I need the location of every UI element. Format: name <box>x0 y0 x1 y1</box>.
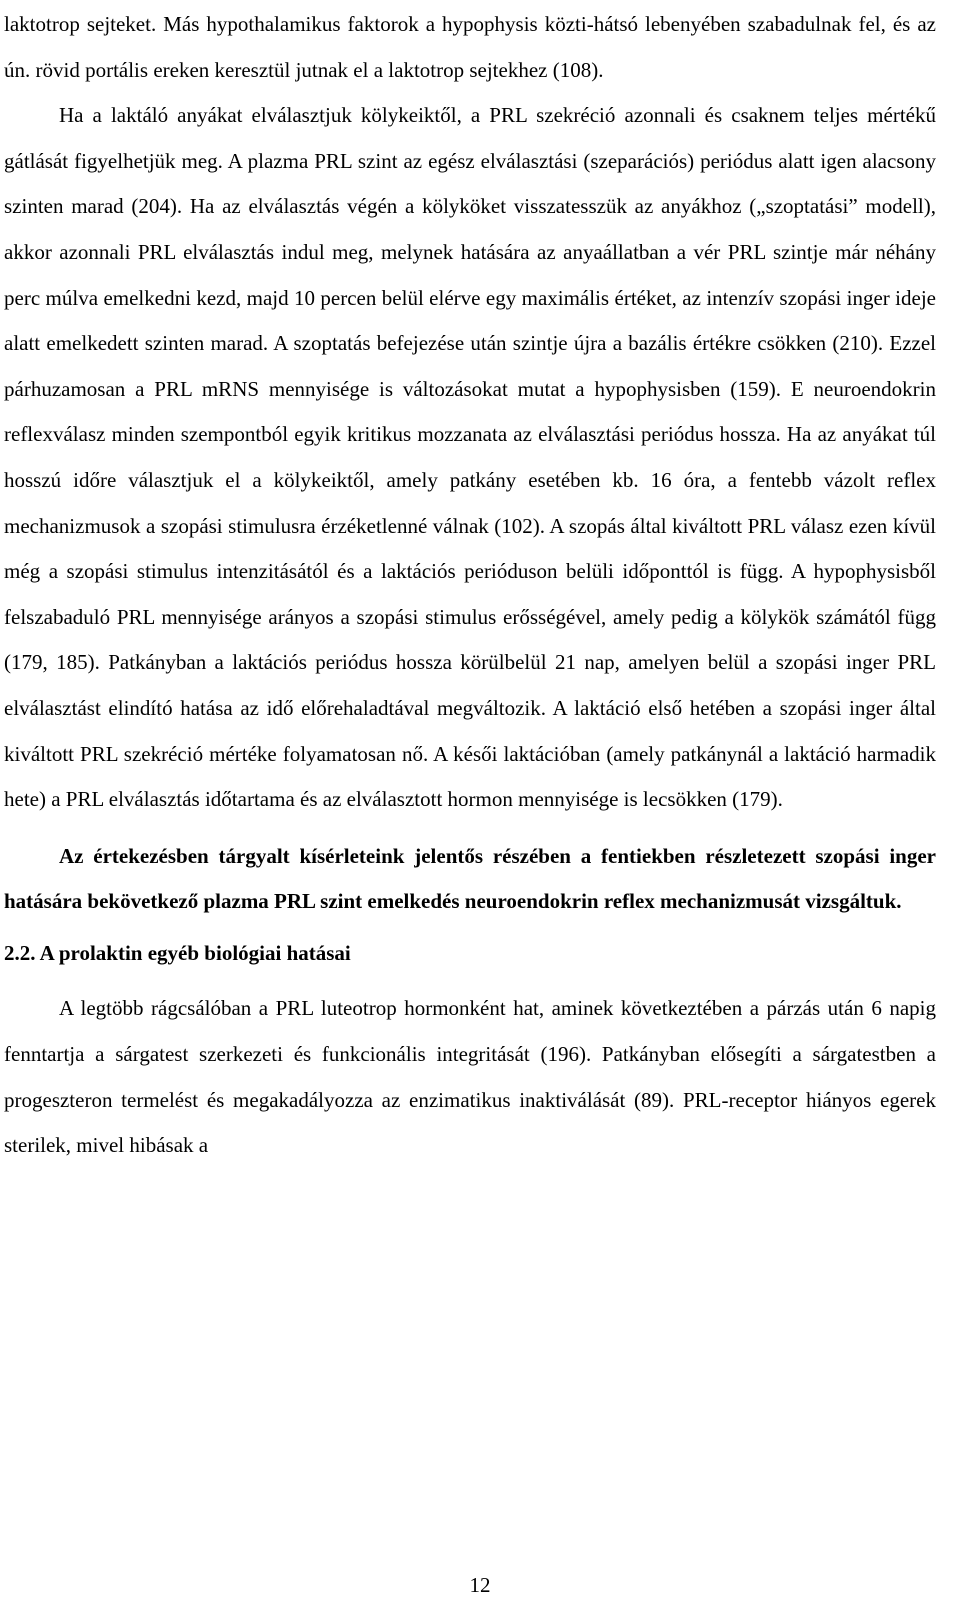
paragraph-prl-secretion: Ha a laktáló anyákat elválasztjuk kölykeiktől, a PRL szekréció azonnali és csaknem teljes mértékű gátlását figyelhetjük meg. A plazma PRL szint az egész elválasztási (szeparációs) periódus alatt igen alacsony szinten marad (204). Ha az elválasztás végén a kölyköket visszatesszük az anyákhoz („szoptatási” modell), akkor azonnali PRL elválasztás indul meg, melynek hatására az anyaállatban a vér PRL szintje már néhány perc múlva emelkedni kezd, majd 10 percen belül elérve egy maximális értéket, az intenzív szopási inger ideje alatt emelkedett szinten marad. A szoptatás befejezése után szintje újra a bazális értékre csökken (210). Ezzel párhuzamosan a PRL mRNS mennyisége is változásokat mutat a hypophysisben (159). E neuroendokrin reflexválasz minden szempontból egyik kritikus mozzanata az elválasztási periódus hossza. Ha az anyákat túl hosszú időre választjuk el a kölykeiktől, amely patkány esetében kb. 16 óra, a fentebb vázolt reflex mechanizmusok a szopási stimulusra érzéketlenné válnak (102). A szopás által kiváltott PRL válasz ezen kívül még a szopási stimulus intenzitásától és a laktációs perióduson belüli időponttól is függ. A hypophysisből felszabaduló PRL mennyisége arányos a szopási stimulus erősségével, amely pedig a kölykök számától függ (179, 185). Patkányban a laktációs periódus hossza körülbelül 21 nap, amelyen belül a szopási inger PRL elválasztást elindító hatása az idő előrehaladtával megváltozik. A laktáció első hetében a szopási inger által kiváltott PRL szekréció mértéke folyamatosan nő. A késői laktációban (amely patkánynál a laktáció harmadik hete) a PRL elválasztás időtartama és az elválasztott hormon mennyisége is lecsökken (179). <box>4 103 936 812</box>
paragraph-study-focus: Az értekezésben tárgyalt kísérleteink jelentős részében a fentiekben részletezett szopási inger hatására bekövetkező plazma PRL szint emelkedés neuroendokrin reflex mechanizmusát vizsgáltuk. <box>4 843 936 914</box>
page-number: 12 <box>469 1573 491 1597</box>
section-heading: 2.2. A prolaktin egyéb biológiai hatásai <box>4 940 351 965</box>
document-page <box>4 0 936 1169</box>
paragraph-continuation: laktotrop sejteket. Más hypothalamikus faktorok a hypophysis közti-hátsó lebenyében szabadulnak fel, és az ún. rövid portális ereken keresztül jutnak el a laktotrop sejtekhez (108). <box>4 12 936 82</box>
paragraph-luteotrop: A legtöbb rágcsálóban a PRL luteotrop hormonként hat, aminek következtében a párzás után 6 napig fenntartja a sárgatest szerkezeti és funkcionális integritását (196). Patkányban elősegíti a sárgatestben a progeszteron termelést és megakadályozza az enzimatikus inaktiválását (89). PRL-receptor hiányos egerek sterilek, mivel hibásak a <box>4 996 936 1158</box>
